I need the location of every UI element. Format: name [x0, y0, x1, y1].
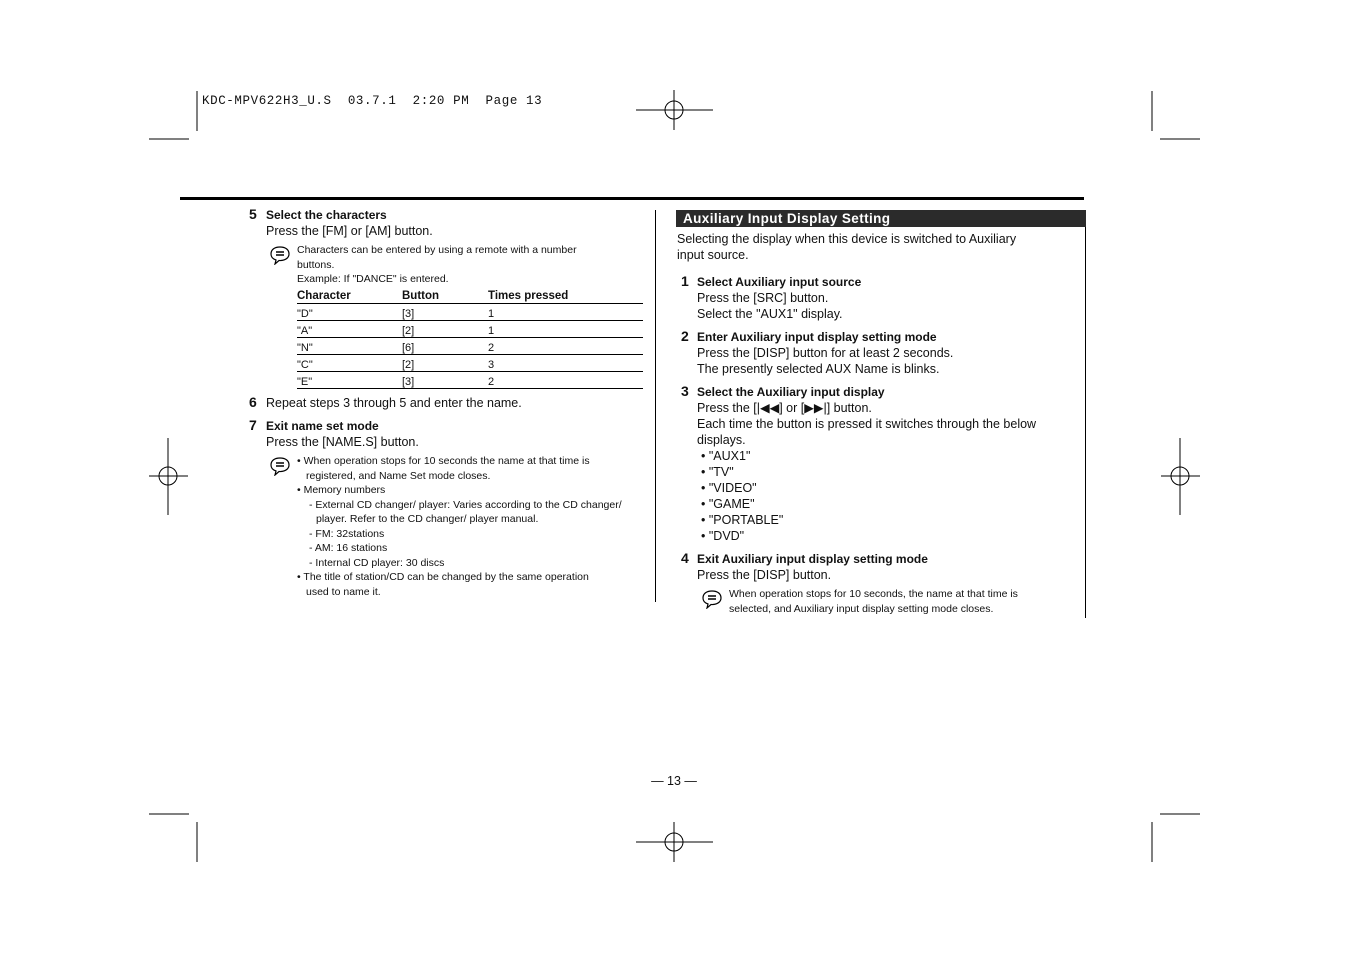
step-5-instruction: Press the [FM] or [AM] button. [266, 224, 433, 238]
note-line: • Memory numbers [297, 484, 386, 496]
column-header: Times pressed [488, 289, 643, 304]
table-cell: 1 [488, 304, 643, 321]
step-number: 7 [249, 417, 257, 433]
note-1 [297, 243, 647, 287]
step-title: Exit name set mode [266, 419, 379, 433]
note-line: registered, and Name Set mode closes. [306, 469, 491, 482]
table-cell: 2 [488, 372, 643, 389]
table-cell: "C" [297, 355, 402, 372]
step-instruction: Press the [DISP] button. [697, 568, 832, 582]
step-title: Exit Auxiliary input display setting mode [697, 552, 928, 566]
note-line: - Internal CD player: 30 discs [309, 556, 445, 569]
list-item: • "PORTABLE" [701, 513, 784, 527]
step-detail: The presently selected AUX Name is blinks. [697, 362, 940, 376]
note-memo-icon [269, 456, 291, 476]
table-cell: 1 [488, 321, 643, 338]
aux-step-1 [681, 273, 1081, 321]
column-header: Button [402, 289, 488, 304]
note-line: • When operation stops for 10 seconds the name at that time is [297, 455, 590, 467]
step-detail [697, 416, 1077, 448]
table-cell: [2] [402, 355, 488, 372]
table-cell: [3] [402, 304, 488, 321]
step-title: Select Auxiliary input source [697, 275, 862, 289]
table-row [297, 372, 643, 389]
note-line: - FM: 32stations [309, 527, 385, 540]
table-cell: 2 [488, 338, 643, 355]
list-item: • "TV" [701, 465, 734, 479]
table-row [297, 355, 643, 372]
top-rule [180, 197, 1084, 200]
note-line: - AM: 16 stations [309, 542, 388, 554]
section-intro [677, 231, 1077, 263]
character-table [297, 289, 643, 389]
table-cell: "A" [297, 321, 402, 338]
section-title: Auxiliary Input Display Setting [676, 210, 1086, 227]
note-line: - External CD changer/ player: Varies according to the CD changer/ [309, 498, 622, 511]
table-cell: 3 [488, 355, 643, 372]
list-item: • "GAME" [701, 497, 755, 511]
step-7-instruction: Press the [NAME.S] button. [266, 435, 419, 449]
table-header-row [297, 289, 643, 304]
table-row [297, 338, 643, 355]
note-line: Characters can be entered by using a remote with a number [297, 244, 577, 256]
table-cell: [2] [402, 321, 488, 338]
step-6 [249, 394, 649, 412]
table-cell: "D" [297, 304, 402, 321]
page-number: — 13 — [651, 774, 697, 788]
table-cell: "N" [297, 338, 402, 355]
table-cell: [3] [402, 372, 488, 389]
table-row [297, 321, 643, 338]
step-number: 6 [249, 394, 257, 410]
list-item: • "DVD" [701, 529, 745, 543]
right-column-border [1085, 210, 1086, 618]
step-number: 3 [681, 383, 689, 399]
aux-step-4 [681, 550, 1081, 582]
step-5 [249, 206, 649, 224]
step-number: 1 [681, 273, 689, 289]
table-cell: "E" [297, 372, 402, 389]
detail-line: Each time the button is pressed it switches through the below [697, 417, 1037, 431]
step-instruction: Press the [SRC] button. [697, 291, 829, 305]
table-row [297, 304, 643, 321]
step-7 [249, 417, 649, 435]
column-header: Character [297, 289, 402, 304]
aux-step-2 [681, 328, 1081, 376]
step-title: Enter Auxiliary input display setting mode [697, 330, 937, 344]
step-number: 4 [681, 550, 689, 566]
intro-line: Selecting the display when this device is switched to Auxiliary [677, 232, 1017, 246]
step-title: Select the Auxiliary input display [697, 385, 885, 399]
list-item: • "AUX1" [701, 449, 751, 463]
column-divider [655, 210, 656, 602]
note-line: • The title of station/CD can be changed by the same operation [297, 571, 589, 583]
step-detail: Select the "AUX1" display. [697, 307, 843, 321]
note-line: used to name it. [306, 585, 381, 598]
print-header: KDC-MPV622H3_U.S 03.7.1 2:20 PM Page 13 [202, 94, 543, 108]
note-line: buttons. [297, 258, 335, 271]
note-line: When operation stops for 10 seconds, the name at that time is [729, 588, 1018, 600]
intro-line: input source. [677, 248, 749, 262]
detail-line: displays. [697, 433, 746, 447]
step-instruction: Press the [|◀◀] or [▶▶|] button. [697, 401, 872, 415]
note-line: player. Refer to the CD changer/ player manual. [316, 513, 539, 525]
step-number: 5 [249, 206, 257, 222]
note-memo-icon [701, 589, 723, 609]
list-item: • "VIDEO" [701, 481, 757, 495]
step-number: 2 [681, 328, 689, 344]
note-line: selected, and Auxiliary input display setting mode closes. [729, 602, 994, 615]
note-memo-icon [269, 245, 291, 265]
note-2 [297, 454, 649, 599]
step-instruction: Press the [DISP] button for at least 2 seconds. [697, 346, 954, 360]
aux-step-3 [681, 383, 1081, 543]
note-line: Example: If "DANCE" is entered. [297, 273, 449, 285]
note-3 [729, 587, 1081, 616]
display-options-list [701, 448, 901, 544]
step-title: Select the characters [266, 208, 387, 222]
step-text: Repeat steps 3 through 5 and enter the name. [266, 396, 522, 410]
table-cell: [6] [402, 338, 488, 355]
